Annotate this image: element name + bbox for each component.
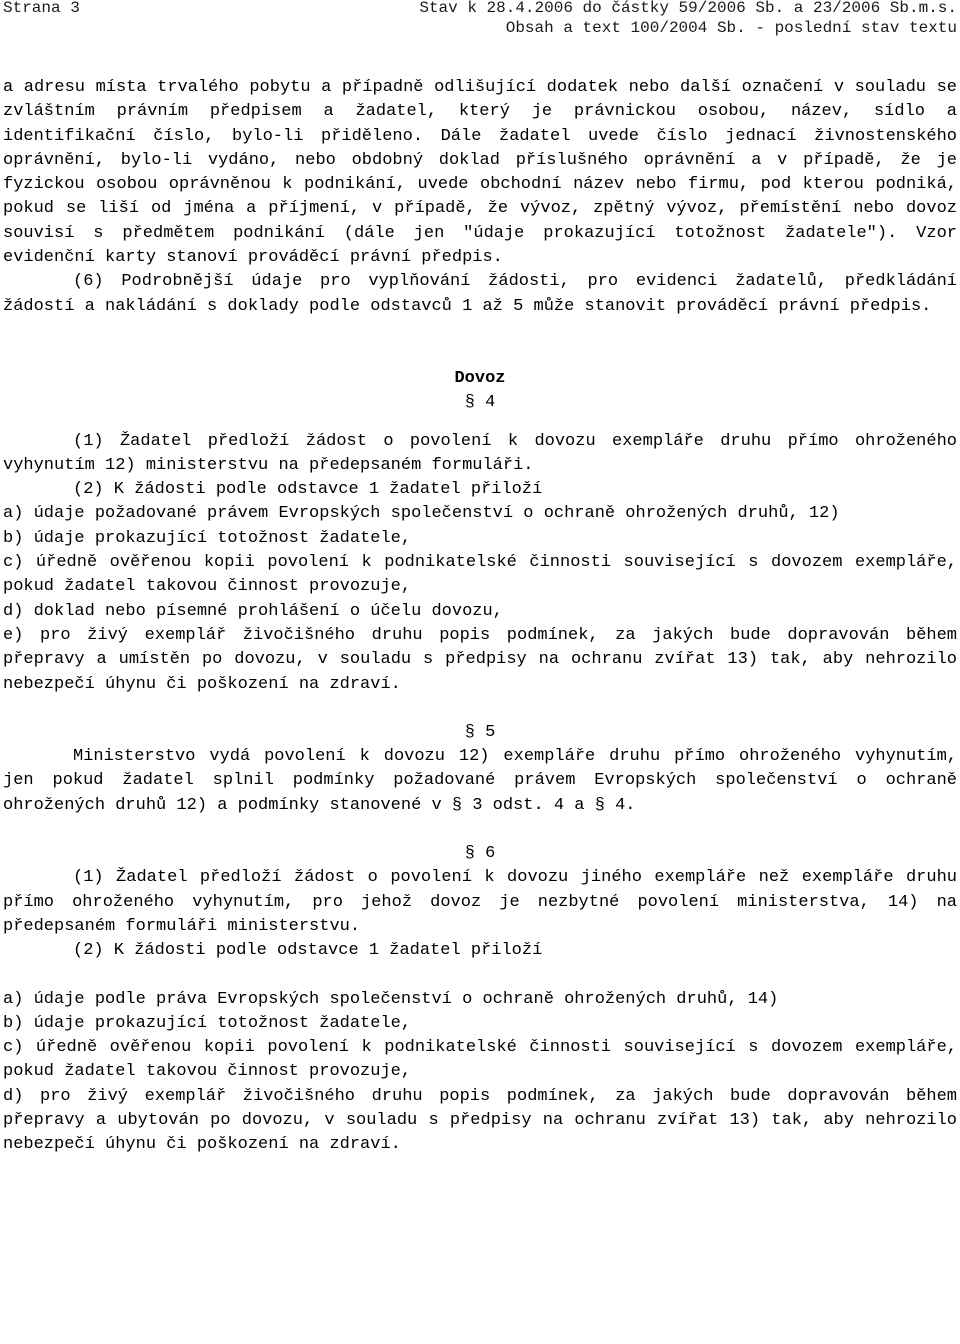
section-4-paragraph-1: (1) Žadatel předloží žádost o povolení k dovozu exempláře druhu přímo ohroženého vyhynutím 12) ministerstvu na předepsaném formuláři. (3, 431, 957, 475)
document-page (3, 0, 957, 1158)
intro-paragraph: a adresu místa trvalého pobytu a případně odlišující dodatek nebo další označení v souladu se zvláštním právním předpisem a žadatel, který je právnickou osobou, název, sídlo a identifikační číslo, bylo-li přiděleno. Dále žadatel uvede číslo jednací živnostenského oprávnění, bylo-li vydáno, nebo obdobný doklad příslušného oprávnění a v případě, že je fyzickou osobou oprávněnou k podnikání, uvede obchodní název nebo firmu, pod kterou podniká, pokud se liší od jména a příjmení, v případě, že vývoz, zpětný vývoz, přemístění nebo dovoz souvisí s předmětem podnikání (dále jen "údaje prokazující totožnost žadatele"). Vzor evidenční karty stanoví prováděcí právní předpis. (3, 78, 957, 268)
section-6-paragraph-1: (1) Žadatel předloží žádost o povolení k dovozu jiného exempláře než exempláře druhu přímo ohroženého vyhynutím, pro jehož dovoz je nezbytné povolení ministerstva, 14) na předepsaném formuláři ministerstvu. (3, 868, 957, 936)
list-item: c) úředně ověřenou kopii povolení k podnikatelské činnosti související s dovozem exempláře, pokud žadatel takovou činnost provozuje, (3, 1038, 957, 1082)
paragraph-6: (6) Podrobnější údaje pro vyplňování žádosti, pro evidenci žadatelů, předkládání žádostí a nakládání s doklady podle odstavců 1 až 5 může stanovit prováděcí právní předpis. (3, 272, 957, 316)
list-item: a) údaje požadované právem Evropských společenství o ochraně ohrožených druhů, 12) (3, 504, 840, 524)
section-6-paragraph-2: (2) K žádosti podle odstavce 1 žadatel přiloží (73, 941, 543, 961)
list-item: d) doklad nebo písemné prohlášení o účelu dovozu, (3, 601, 503, 621)
header-status (419, 0, 957, 38)
section-4-paragraph-2: (2) K žádosti podle odstavce 1 žadatel přiloží (73, 480, 543, 500)
document-body (3, 76, 957, 1158)
status-line: Stav k 28.4.2006 do částky 59/2006 Sb. a 23/2006 Sb.m.s. (419, 0, 957, 17)
list-item: e) pro živý exemplář živočišného druhu popis podmínek, za jakých bude dopravován během přepravy a umístěn po dovozu, v souladu s předpisy na ochranu zvířat 13) tak, aby nehrozilo nebezpečí úhynu či poškození na zdraví. (3, 625, 957, 694)
section-6-list (3, 988, 957, 1158)
page-number: Strana 3 (3, 0, 80, 17)
section-4-list (3, 502, 957, 696)
content-line: Obsah a text 100/2004 Sb. - poslední stav textu (505, 19, 957, 37)
section-5-heading: § 5 (464, 722, 496, 742)
list-item: b) údaje prokazující totožnost žadatele, (3, 1013, 412, 1033)
section-5-paragraph: Ministerstvo vydá povolení k dovozu 12) exempláře druhu přímo ohroženého vyhynutím, jen pokud žadatel splnil podmínky požadované právem Evropských společenství o ochraně ohrožených druhů 12) a podmínky stanovené v § 3 odst. 4 a § 4. (3, 747, 957, 815)
list-item: a) údaje podle práva Evropských společenství o ochraně ohrožených druhů, 14) (3, 989, 779, 1009)
list-item: c) úředně ověřenou kopii povolení k podnikatelské činnosti související s dovozem exempláře, pokud žadatel takovou činnost provozuje, (3, 553, 957, 597)
section-6-heading: § 6 (464, 844, 496, 864)
list-item: d) pro živý exemplář živočišného druhu popis podmínek, za jakých bude dopravován během přepravy a ubytován po dovozu, v souladu s předpisy na ochranu zvířat 13) tak, aby nehrozilo nebezpečí úhynu či poškození na zdraví. (3, 1086, 957, 1155)
section-4-heading: § 4 (464, 393, 496, 413)
chapter-title: Dovoz (454, 368, 506, 388)
list-item: b) údaje prokazující totožnost žadatele, (3, 528, 412, 548)
page-header (3, 0, 957, 42)
